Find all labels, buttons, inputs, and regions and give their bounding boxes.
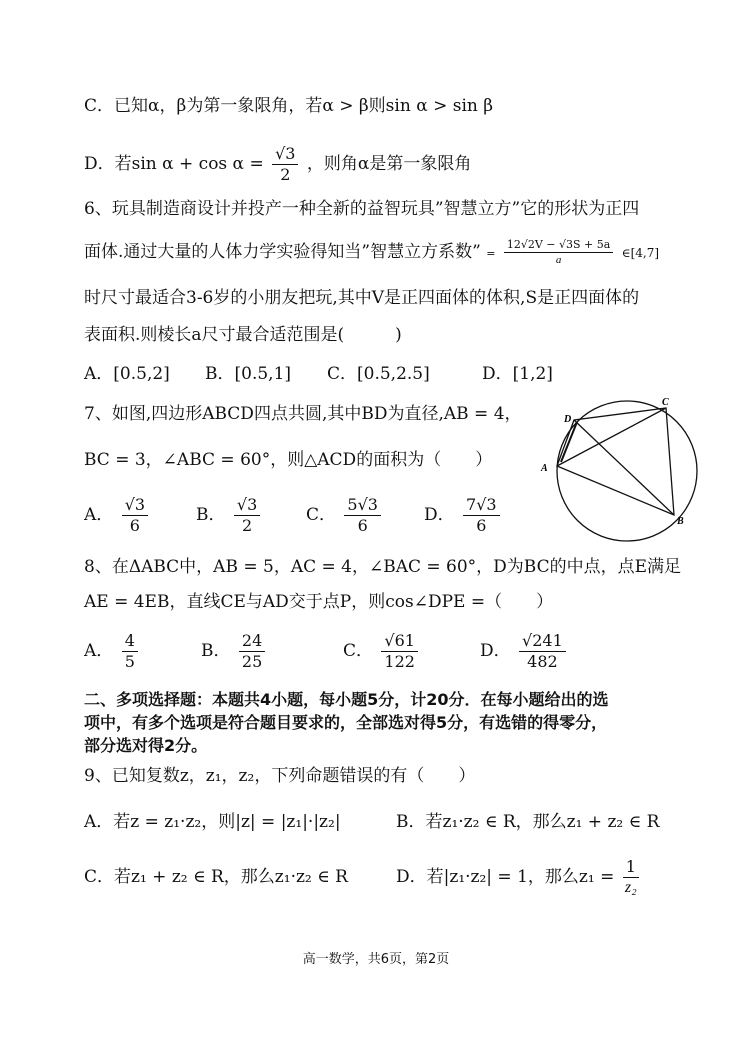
fraction-denominator: 25 xyxy=(241,652,263,671)
q8-line-2: AE = 4EB，直线CE与AD交于点P，则cos∠DPE =（ ） xyxy=(84,592,554,612)
formula-numerator: 12√2V − √3S + 5a xyxy=(504,238,613,253)
fraction-numerator: √3 xyxy=(272,144,298,165)
fraction-numerator: √3 xyxy=(234,495,260,516)
section2-line-3: 部分选对得2分。 xyxy=(84,736,208,755)
option-fraction xyxy=(122,631,138,672)
q8-option-a xyxy=(84,628,141,674)
formula-denominator: a xyxy=(555,254,562,266)
fraction-denominator: 482 xyxy=(527,652,558,671)
option-label: B． xyxy=(196,505,226,525)
q6-option-d: D．[1,2] xyxy=(482,364,553,384)
q8-option-d xyxy=(480,628,569,674)
q7-circle-figure xyxy=(535,392,715,552)
q6-option-c: C．[0.5,2.5] xyxy=(327,364,430,384)
q7-line-2: BC = 3，∠ABC = 60°，则△ACD的面积为（ ） xyxy=(84,450,493,470)
page-footer: 高一数学，共6页，第2页 xyxy=(302,952,450,967)
fraction-numerator: √3 xyxy=(122,495,148,516)
fraction-numerator: √241 xyxy=(519,631,566,652)
q6-line-4: 表面积.则棱长a尺寸最合适范围是( ) xyxy=(84,325,402,345)
option-label: A． xyxy=(84,641,114,661)
fraction-denominator: 2 xyxy=(280,165,291,184)
q7-option-c xyxy=(306,492,384,538)
option-label: A． xyxy=(84,505,114,525)
fraction-denominator: 6 xyxy=(129,516,140,535)
option-fraction xyxy=(234,495,260,536)
q7-option-d xyxy=(424,492,503,538)
fraction-numerator: 4 xyxy=(122,631,138,652)
q7-option-b xyxy=(196,492,263,538)
label-d: D xyxy=(564,414,572,425)
q6-line-2-prefix: 面体.通过大量的人体力学实验得知当”智慧立方系数” xyxy=(84,242,481,262)
q6-option-b: B．[0.5,1] xyxy=(205,364,292,384)
option-fraction xyxy=(519,631,566,672)
fraction-numerator: 7√3 xyxy=(463,495,500,516)
option-fraction xyxy=(239,631,265,672)
fraction-denominator: 6 xyxy=(357,516,368,535)
q9-option-a: A．若z = z₁·z₂，则|z| = |z₁|·|z₂| xyxy=(84,812,341,832)
diagonal-bd xyxy=(574,420,674,515)
option-fraction xyxy=(463,495,500,536)
fraction-numerator: 24 xyxy=(239,631,265,652)
q9-option-d xyxy=(396,854,642,900)
q9-option-d-fraction xyxy=(623,857,639,898)
q9-option-d-prefix: D．若|z₁·z₂| = 1，那么z₁ = xyxy=(396,867,615,887)
q8-option-c xyxy=(343,628,421,674)
q6-line-3: 时尺寸最适合3-6岁的小朋友把玩,其中V是正四面体的体积,S是正四面体的 xyxy=(84,288,640,308)
section2-line-1: 二、多项选择题：本题共4小题，每小题5分，计20分．在每小题给出的选 xyxy=(84,690,609,709)
label-c: C xyxy=(662,397,669,408)
option-label: B． xyxy=(201,641,231,661)
option-label: D． xyxy=(424,505,455,525)
option-label: C． xyxy=(306,505,337,525)
q6-option-a: A．[0.5,2] xyxy=(84,364,170,384)
fraction-numerator: 5√3 xyxy=(344,495,381,516)
label-b: B xyxy=(677,516,684,527)
option-fraction xyxy=(122,495,148,536)
q8-option-b xyxy=(201,628,268,674)
q8-line-1: 8、在ΔABC中，AB = 5，AC = 4，∠BAC = 60°，D为BC的中点，点E满足 xyxy=(84,557,682,577)
fraction-denominator: z₂ xyxy=(624,879,637,896)
q5-option-d-prefix: D．若sin α + cos α = xyxy=(84,154,264,174)
q9-stem: 9、已知复数z，z₁，z₂，下列命题错误的有（ ） xyxy=(84,766,476,786)
fraction-denominator: 122 xyxy=(384,652,415,671)
option-fraction xyxy=(344,495,381,536)
q9-option-b: B．若z₁·z₂ ∈ R，那么z₁ + z₂ ∈ R xyxy=(396,812,660,832)
q6-line-1: 6、玩具制造商设计并投产一种全新的益智玩具”智慧立方”它的形状为正四 xyxy=(84,199,640,219)
q5-option-d-suffix: ，则角α是第一象限角 xyxy=(306,154,472,174)
label-a: A xyxy=(541,463,548,474)
diagonal-ac xyxy=(557,408,666,466)
q6-line-2: 面体.通过大量的人体力学实验得知当”智慧立方系数” = $\frac{12√2V - √3S + 5a}{a}$ ∈[4,7] xyxy=(84,238,660,266)
fraction-denominator: 2 xyxy=(242,516,253,535)
option-label: D． xyxy=(480,641,511,661)
q9-option-c: C．若z₁ + z₂ ∈ R，那么z₁·z₂ ∈ R xyxy=(84,867,348,887)
section2-line-2: 项中，有多个选项是符合题目要求的，全部选对得5分，有选错的得零分， xyxy=(84,713,608,732)
option-label: C． xyxy=(343,641,374,661)
fraction-numerator: √61 xyxy=(381,631,418,652)
q6-formula-range: ∈[4,7] xyxy=(621,246,660,260)
q6-formula-fraction xyxy=(504,238,613,267)
option-fraction xyxy=(381,631,418,672)
fraction-numerator: 1 xyxy=(623,857,639,878)
q5-option-d-fraction xyxy=(272,144,298,185)
q5-option-c: C．已知α，β为第一象限角，若α > β则sin α > sin β xyxy=(84,96,494,116)
q7-line-1: 7、如图,四边形ABCD四点共圆,其中BD为直径,AB = 4， xyxy=(84,404,522,424)
q7-option-a xyxy=(84,492,151,538)
fraction-denominator: 6 xyxy=(476,516,487,535)
q5-option-d xyxy=(84,142,471,186)
fraction-denominator: 5 xyxy=(124,652,135,671)
